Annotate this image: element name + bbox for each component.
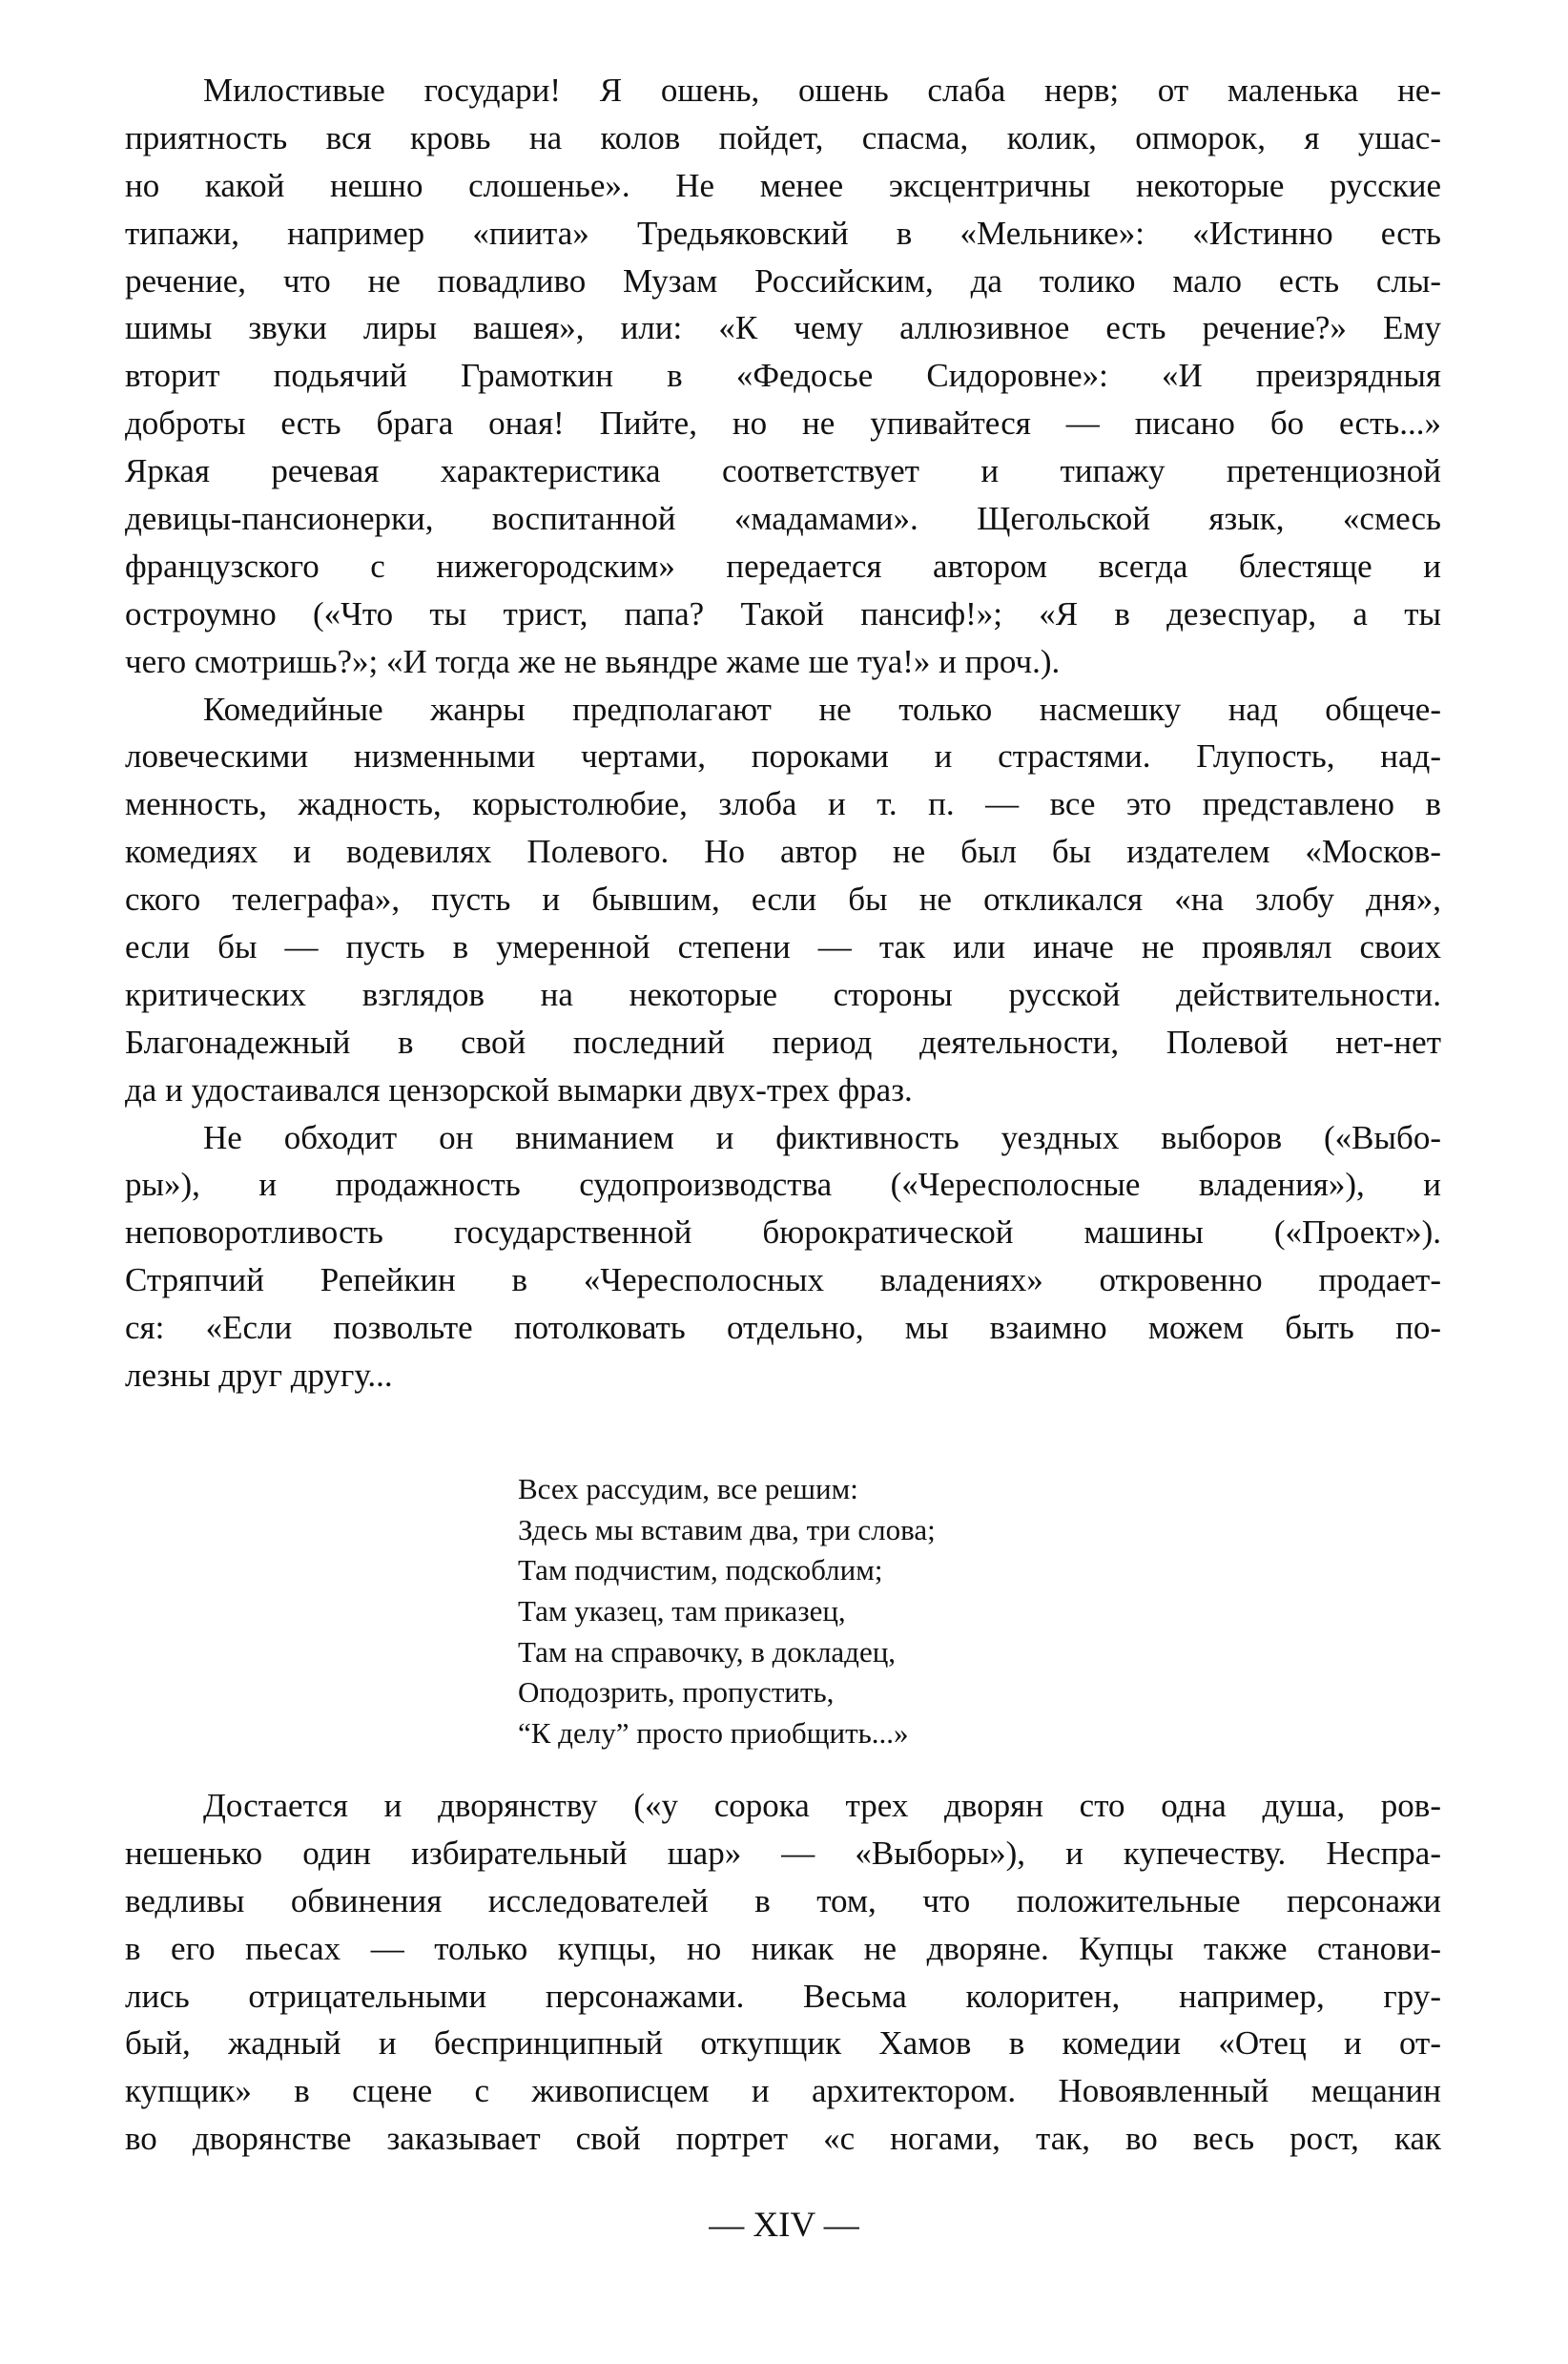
- text-line: критических взглядов на некоторые стороны русской действительности.: [125, 975, 1441, 1013]
- text-line: Стряпчий Репейкин в «Чересполосных владениях» откровенно продает-: [125, 1261, 1441, 1299]
- text-line: лезны друг другу...: [125, 1357, 393, 1395]
- text-line: Комедийные жанры предполагают не только насмешку над общече-: [203, 690, 1441, 728]
- text-line: в его пьесах — только купцы, но никак не дворяне. Купцы также станови-: [125, 1929, 1441, 1967]
- text-line: бый, жадный и беспринципный откупщик Хамов в комедии «Отец и от-: [125, 2024, 1441, 2063]
- text-line: Милостивые государи! Я ошень, ошень слаба нерв; от маленька не-: [203, 72, 1441, 109]
- text-line: ры»), и продажность судопроизводства («Чересполосные владения»), и: [125, 1166, 1441, 1204]
- text-line: менность, жадность, корыстолюбие, злоба и т. п. — все это представлено в: [125, 785, 1441, 823]
- text-line: приятность вся кровь на колов пойдет, спасма, колик, опморок, я ушас-: [125, 118, 1441, 156]
- text-block-bottom: [125, 1782, 1441, 2163]
- text-line: во дворянстве заказывает свой портрет «с ногами, так, во весь рост, как: [125, 2120, 1441, 2158]
- text-line: но какой нешно слошенье». Не менее эксцентричны некоторые русские: [125, 166, 1441, 204]
- text-line: комедиях и водевилях Полевого. Но автор не был бы издателем «Москов-: [125, 833, 1441, 871]
- text-line: Яркая речевая характеристика соответствует и типажу претенциозной: [125, 452, 1441, 490]
- paragraph: [125, 1114, 1441, 1400]
- text-line: неповоротливость государственной бюрократической машины («Проект»).: [125, 1213, 1441, 1252]
- text-line: чего смотришь?»; «И тогда же не вьяндре жаме ше туа!» и проч.).: [125, 642, 1061, 680]
- text-line: ведливы обвинения исследователей в том, что положительные персонажи: [125, 1881, 1441, 1919]
- text-line: Благонадежный в свой последний период деятельности, Полевой нет-нет: [125, 1023, 1441, 1061]
- text-line: речение, что не повадливо Музам Российским, да толико мало есть слы-: [125, 261, 1441, 300]
- text-line: Не обходит он вниманием и фиктивность уездных выборов («Выбо-: [203, 1118, 1441, 1156]
- poem-quote: [518, 1469, 936, 1754]
- text-line: доброты есть брага оная! Пийте, но не упивайтеся — писано бо есть...»: [125, 404, 1441, 443]
- paragraph: [125, 1782, 1441, 2163]
- poem-line: “К делу” просто приобщить...»: [518, 1716, 909, 1751]
- page-number: — XIV —: [709, 2206, 859, 2245]
- text-line: шимы звуки лиры вашея», или: «К чему аллюзивное есть речение?» Ему: [125, 309, 1441, 347]
- poem-line: Здесь мы вставим два, три слова;: [518, 1512, 936, 1546]
- text-line: вторит подьячий Грамоткин в «Федосье Сидоровне»: «И преизрядныя: [125, 357, 1441, 395]
- text-line: ся: «Если позвольте потолковать отдельно, мы взаимно можем быть по-: [125, 1309, 1441, 1347]
- text-line: да и удостаивался цензорской вымарки двух-трех фраз.: [125, 1070, 913, 1109]
- poem-line: Там на справочку, в докладец,: [518, 1634, 897, 1669]
- poem-line: Оподозрить, пропустить,: [518, 1675, 835, 1710]
- text-line: ского телеграфа», пусть и бывшим, если бы не откликался «на злобу дня»,: [125, 881, 1441, 919]
- text-line: французского с нижегородским» передается автором всегда блестяще и: [125, 547, 1441, 585]
- text-line: ловеческими низменными чертами, пороками и страстями. Глупость, над-: [125, 737, 1441, 776]
- paragraph: [125, 686, 1441, 1114]
- text-line: Достается и дворянству («у сорока трех дворян сто одна душа, ров-: [203, 1787, 1441, 1824]
- paragraph: [125, 67, 1441, 686]
- poem-line: Там подчистим, подскоблим;: [518, 1553, 883, 1587]
- text-line: если бы — пусть в умеренной степени — так или иначе не проявлял своих: [125, 928, 1441, 966]
- text-line: лись отрицательными персонажами. Весьма колоритен, например, гру-: [125, 1977, 1441, 2015]
- text-line: остроумно («Что ты трист, папа? Такой пансиф!»; «Я в дезеспуар, а ты: [125, 594, 1441, 632]
- text-line: купщик» в сцене с живописцем и архитектором. Новоявленный мещанин: [125, 2072, 1441, 2110]
- poem-line: Всех рассудим, все решим:: [518, 1472, 858, 1505]
- text-line: девицы-пансионерки, воспитанной «мадамами». Щегольской язык, «смесь: [125, 500, 1441, 538]
- text-line: нешенько один избирательный шар» — «Выборы»), и купечеству. Неспра-: [125, 1834, 1441, 1872]
- text-block-top: [125, 67, 1441, 1400]
- text-line: типажи, например «пиита» Тредьяковский в «Мельнике»: «Истинно есть: [125, 214, 1441, 252]
- poem-line: Там указец, там приказец,: [518, 1594, 846, 1628]
